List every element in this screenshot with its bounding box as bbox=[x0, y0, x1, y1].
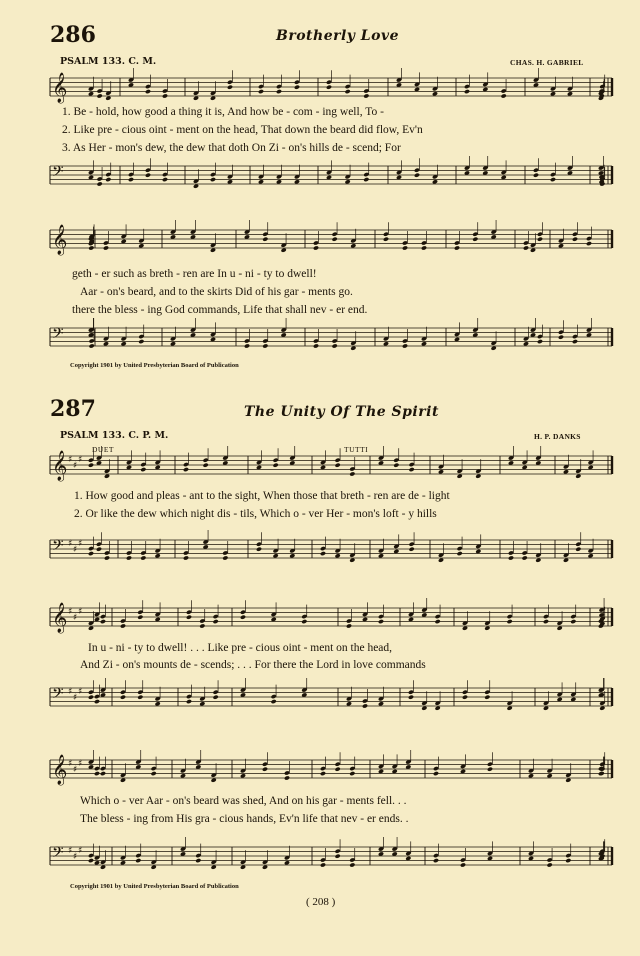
note-head bbox=[213, 619, 219, 624]
treble-clef: 𝄞 bbox=[52, 603, 68, 633]
note-head bbox=[393, 463, 399, 468]
note-head bbox=[94, 771, 100, 776]
note-head bbox=[378, 619, 384, 624]
sharp-sign: ♯ bbox=[78, 687, 83, 697]
note-head bbox=[572, 339, 578, 344]
note-head bbox=[320, 862, 326, 867]
sharp-sign: ♯ bbox=[68, 607, 73, 617]
note-head bbox=[262, 767, 268, 772]
note-head bbox=[126, 555, 132, 560]
note-head bbox=[537, 339, 543, 344]
treble-clef: 𝄞 bbox=[52, 451, 68, 481]
note-head bbox=[523, 245, 529, 250]
lyric-line: 3. As Her - mon's dew, the dew that doth On Zi - on's hills de - scend; For bbox=[62, 142, 401, 154]
sharp-sign: ♯ bbox=[68, 455, 73, 465]
sharp-sign: ♯ bbox=[73, 693, 78, 703]
note-head bbox=[507, 619, 513, 624]
note-head bbox=[276, 89, 282, 94]
note-head bbox=[313, 245, 319, 250]
note-head bbox=[332, 237, 338, 242]
note-head bbox=[487, 767, 493, 772]
note-head bbox=[409, 547, 415, 552]
note-head bbox=[575, 547, 581, 552]
note-head bbox=[183, 555, 189, 560]
note-head bbox=[120, 695, 126, 700]
note-head bbox=[409, 467, 415, 472]
note-head bbox=[145, 89, 151, 94]
sharp-sign: ♯ bbox=[78, 455, 83, 465]
sharp-sign: ♯ bbox=[73, 545, 78, 555]
bass-clef: 𝄢 bbox=[52, 685, 64, 706]
note-head bbox=[363, 93, 369, 98]
note-head bbox=[508, 555, 514, 560]
note-head bbox=[320, 771, 326, 776]
sharp-sign: ♯ bbox=[68, 687, 73, 697]
note-head bbox=[346, 623, 352, 628]
note-head bbox=[222, 555, 228, 560]
sharp-sign: ♯ bbox=[78, 539, 83, 549]
note-head bbox=[88, 695, 94, 700]
note-head bbox=[460, 862, 466, 867]
note-head bbox=[586, 241, 592, 246]
note-head bbox=[140, 555, 146, 560]
note-head bbox=[271, 699, 277, 704]
note-head bbox=[349, 771, 355, 776]
note-head bbox=[240, 615, 246, 620]
bass-clef: 𝄢 bbox=[52, 325, 64, 346]
note-head bbox=[558, 335, 564, 340]
sharp-sign: ♯ bbox=[68, 846, 73, 856]
note-head bbox=[97, 93, 103, 98]
note-head bbox=[258, 89, 264, 94]
note-head bbox=[256, 547, 262, 552]
note-head bbox=[363, 177, 369, 182]
cue-duet: DUET bbox=[92, 445, 114, 454]
sharp-sign: ♯ bbox=[78, 607, 83, 617]
note-head bbox=[213, 695, 219, 700]
hymn-title: The Unity Of The Spirit bbox=[244, 404, 439, 420]
lyric-line: 1. Be - hold, how good a thing it is, And how be - com - ing well, To - bbox=[62, 106, 384, 118]
note-head bbox=[104, 555, 110, 560]
note-head bbox=[244, 343, 250, 348]
note-head bbox=[100, 619, 106, 624]
note-head bbox=[435, 619, 441, 624]
note-head bbox=[183, 467, 189, 472]
note-head bbox=[550, 177, 556, 182]
bass-clef: 𝄢 bbox=[52, 163, 64, 184]
lyric-line: 2. Like pre - cious oint - ment on the head, That down the beard did flow, Ev'n bbox=[62, 124, 423, 136]
bass-clef: 𝄢 bbox=[52, 537, 64, 558]
note-head bbox=[162, 177, 168, 182]
note-head bbox=[543, 619, 549, 624]
lyric-line: geth - er such as breth - ren are In u - ni - ty to dwell! bbox=[72, 268, 317, 280]
hymn-title: Brotherly Love bbox=[276, 28, 400, 44]
note-head bbox=[94, 699, 100, 704]
note-head bbox=[262, 343, 268, 348]
note-head bbox=[88, 463, 94, 468]
lyric-line: Which o - ver Aar - on's beard was shed, And on his gar - ments fell. . . bbox=[80, 795, 407, 807]
sharp-sign: ♯ bbox=[73, 852, 78, 862]
copyright-notice: Copyright 1901 by United Presbyterian Board of Publication bbox=[70, 362, 239, 369]
sharp-sign: ♯ bbox=[78, 759, 83, 769]
treble-clef: 𝄞 bbox=[52, 755, 68, 785]
note-head bbox=[135, 858, 141, 863]
note-head bbox=[326, 85, 332, 90]
note-head bbox=[145, 173, 151, 178]
lyric-line: 2. Or like the dew which night dis - tils, Which o - ver Her - mon's loft - y hills bbox=[74, 508, 437, 520]
note-head bbox=[100, 771, 106, 776]
note-head bbox=[162, 93, 168, 98]
note-head bbox=[433, 771, 439, 776]
note-head bbox=[151, 771, 157, 776]
cue-tutti: TUTTI bbox=[344, 445, 369, 454]
meter-label: PSALM 133. C. M. bbox=[60, 56, 157, 67]
note-head bbox=[383, 237, 389, 242]
note-head bbox=[301, 619, 307, 624]
note-head bbox=[349, 862, 355, 867]
note-head bbox=[294, 85, 300, 90]
note-head bbox=[570, 619, 576, 624]
treble-clef: 𝄞 bbox=[52, 73, 68, 103]
note-head bbox=[227, 85, 233, 90]
note-head bbox=[137, 615, 143, 620]
lyric-line: In u - ni - ty to dwell! . . . Like pre - cious oint - ment on the head, bbox=[88, 642, 393, 654]
hymn-number: 287 bbox=[50, 396, 96, 422]
lyric-line: Aar - on's beard, and to the skirts Did of his gar - ments go. bbox=[80, 286, 353, 298]
note-head bbox=[362, 703, 368, 708]
note-head bbox=[537, 237, 543, 242]
note-head bbox=[572, 237, 578, 242]
note-head bbox=[464, 89, 470, 94]
note-head bbox=[88, 858, 94, 863]
sharp-sign: ♯ bbox=[73, 765, 78, 775]
note-head bbox=[96, 547, 102, 552]
note-head bbox=[88, 551, 94, 556]
note-head bbox=[547, 862, 553, 867]
note-head bbox=[533, 173, 539, 178]
composer-name: CHAS. H. GABRIEL bbox=[510, 58, 584, 67]
lyric-line: there the bless - ing God commands, Life that shall nev - er end. bbox=[72, 304, 368, 316]
note-head bbox=[462, 695, 468, 700]
note-head bbox=[349, 471, 355, 476]
lyric-line: 1. How good and pleas - ant to the sight, When those that breth - ren are de - light bbox=[74, 490, 450, 502]
note-head bbox=[320, 551, 326, 556]
copyright-notice: Copyright 1901 by United Presbyterian Board of Publication bbox=[70, 883, 239, 890]
note-head bbox=[284, 775, 290, 780]
note-head bbox=[105, 177, 111, 182]
note-head bbox=[273, 463, 279, 468]
note-head bbox=[335, 767, 341, 772]
note-head bbox=[262, 237, 268, 242]
treble-clef: 𝄞 bbox=[52, 225, 68, 255]
sharp-sign: ♯ bbox=[73, 461, 78, 471]
note-head bbox=[335, 854, 341, 859]
note-head bbox=[137, 695, 143, 700]
note-head bbox=[89, 343, 95, 348]
note-head bbox=[140, 467, 146, 472]
note-head bbox=[402, 245, 408, 250]
sharp-sign: ♯ bbox=[68, 539, 73, 549]
note-head bbox=[195, 858, 201, 863]
lyric-line: And Zi - on's mounts de - scends; . . . For there the Lord in love commands bbox=[80, 659, 426, 671]
note-head bbox=[335, 463, 341, 468]
hymn-number: 286 bbox=[50, 22, 96, 48]
note-head bbox=[88, 245, 94, 250]
note-head bbox=[203, 463, 209, 468]
note-head bbox=[103, 245, 109, 250]
note-head bbox=[421, 245, 427, 250]
note-head bbox=[565, 858, 571, 863]
note-head bbox=[457, 551, 463, 556]
note-head bbox=[408, 695, 414, 700]
bass-clef: 𝄢 bbox=[52, 844, 64, 865]
note-head bbox=[128, 177, 134, 182]
note-head bbox=[402, 343, 408, 348]
page-number: ( 208 ) bbox=[306, 896, 336, 908]
note-head bbox=[97, 181, 103, 186]
note-head bbox=[345, 89, 351, 94]
note-head bbox=[186, 699, 192, 704]
note-head bbox=[186, 615, 192, 620]
sharp-sign: ♯ bbox=[68, 759, 73, 769]
note-head bbox=[433, 858, 439, 863]
note-head bbox=[120, 623, 126, 628]
note-head bbox=[599, 771, 605, 776]
lyric-line: The bless - ing from His gra - cious hands, Ev'n life that nev - er ends. . bbox=[80, 813, 409, 825]
note-head bbox=[313, 343, 319, 348]
composer-name: H. P. DANKS bbox=[534, 432, 581, 441]
note-head bbox=[501, 93, 507, 98]
note-head bbox=[414, 173, 420, 178]
note-head bbox=[138, 339, 144, 344]
meter-label: PSALM 133. C. P. M. bbox=[60, 430, 169, 441]
note-head bbox=[332, 343, 338, 348]
note-head bbox=[472, 237, 478, 242]
note-head bbox=[522, 555, 528, 560]
note-head bbox=[484, 695, 490, 700]
note-head bbox=[199, 623, 205, 628]
note-head bbox=[454, 245, 460, 250]
sharp-sign: ♯ bbox=[73, 613, 78, 623]
note-head bbox=[210, 177, 216, 182]
sharp-sign: ♯ bbox=[78, 846, 83, 856]
